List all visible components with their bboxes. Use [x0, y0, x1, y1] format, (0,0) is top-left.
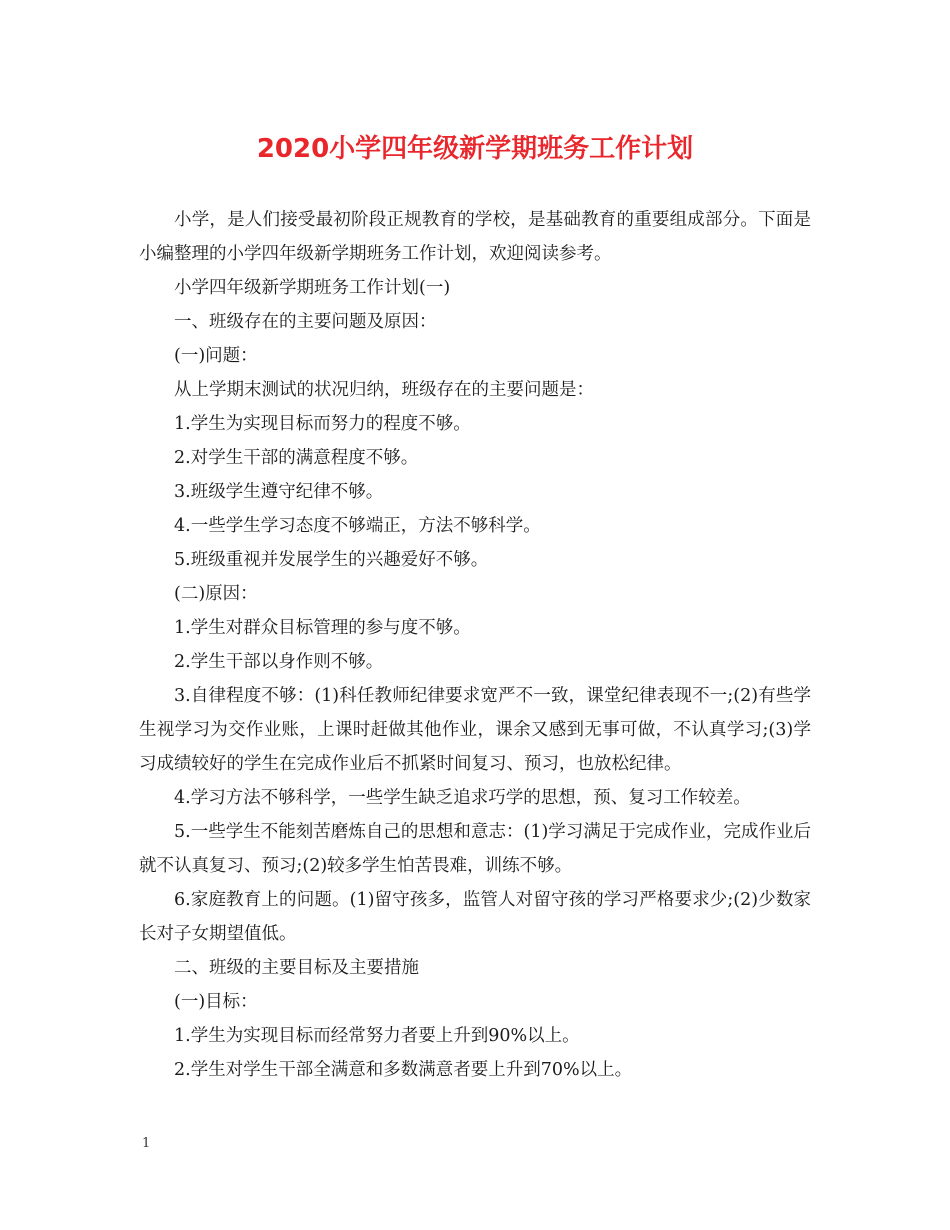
- paragraph-section-two-heading: 二、班级的主要目标及主要措施: [174, 958, 419, 978]
- paragraph-goals-heading: (一)目标：: [174, 992, 258, 1012]
- paragraph-cause-6: 6.家庭教育上的问题。(1)留守孩多，监管人对留守孩的学习严格要求少;(2)少数家长对子女期望值低。: [139, 890, 811, 944]
- paragraph-problems-summary: 从上学期末测试的状况归纳，班级存在的主要问题是：: [174, 380, 594, 400]
- paragraph-plan-heading: 小学四年级新学期班务工作计划(一): [174, 278, 451, 298]
- paragraph-cause-2: 2.学生干部以身作则不够。: [174, 652, 384, 672]
- paragraph-cause-4: 4.学习方法不够科学，一些学生缺乏追求巧学的思想，预、复习工作较差。: [174, 788, 751, 808]
- paragraph-problems-heading: (一)问题：: [174, 346, 258, 366]
- paragraph-intro: 小学，是人们接受最初阶段正规教育的学校，是基础教育的重要组成部分。下面是小编整理的小学四年级新学期班务工作计划，欢迎阅读参考。: [139, 210, 811, 264]
- paragraph-problem-1: 1.学生为实现目标而努力的程度不够。: [174, 414, 471, 434]
- paragraph-goal-2: 2.学生对学生干部全满意和多数满意者要上升到70%以上。: [174, 1060, 633, 1080]
- page-number: 1: [142, 1136, 151, 1151]
- paragraph-goal-1: 1.学生为实现目标而经常努力者要上升到90%以上。: [174, 1026, 580, 1046]
- paragraph-cause-1: 1.学生对群众目标管理的参与度不够。: [174, 618, 471, 638]
- paragraph-section-one-heading: 一、班级存在的主要问题及原因：: [174, 312, 437, 332]
- paragraph-problem-5: 5.班级重视并发展学生的兴趣爱好不够。: [174, 550, 489, 570]
- paragraph-causes-heading: (二)原因：: [174, 584, 258, 604]
- document-body: [139, 203, 811, 1087]
- paragraph-problem-3: 3.班级学生遵守纪律不够。: [174, 482, 384, 502]
- document-title: 2020小学四年级新学期班务工作计划: [256, 134, 694, 164]
- paragraph-cause-3: 3.自律程度不够：(1)科任教师纪律要求宽严不一致，课堂纪律表现不一;(2)有些学生视学习为交作业账，上课时赶做其他作业，课余又感到无事可做，不认真学习;(3)学习成绩较好的学生在完成作业后不抓紧时间复习、预习，也放松纪律。: [139, 686, 811, 774]
- paragraph-problem-4: 4.一些学生学习态度不够端正，方法不够科学。: [174, 516, 541, 536]
- paragraph-cause-5: 5.一些学生不能刻苦磨炼自己的思想和意志：(1)学习满足于完成作业，完成作业后就不认真复习、预习;(2)较多学生怕苦畏难，训练不够。: [139, 822, 811, 876]
- paragraph-problem-2: 2.对学生干部的满意程度不够。: [174, 448, 419, 468]
